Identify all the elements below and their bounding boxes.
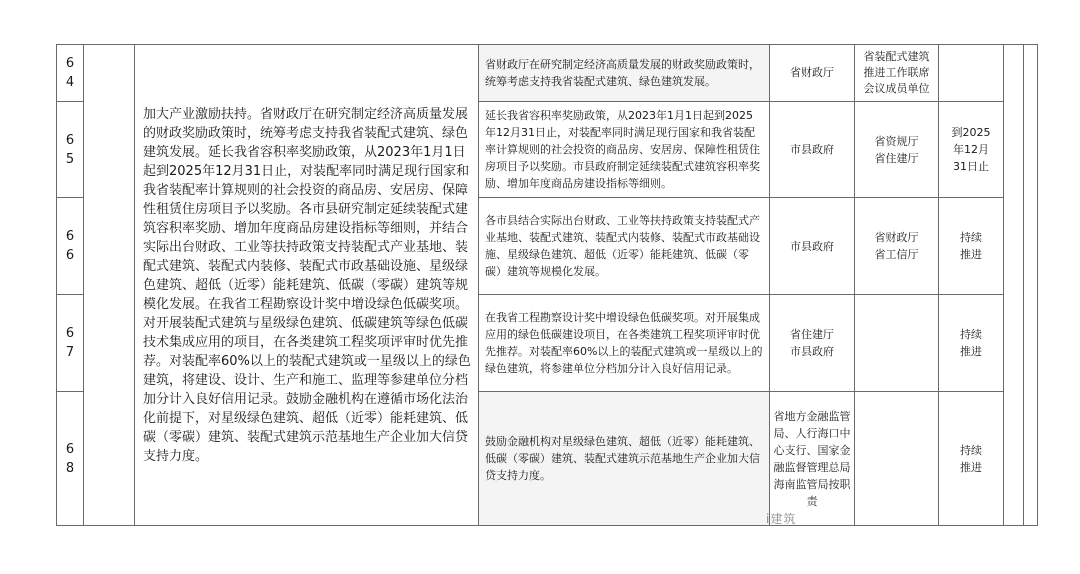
coop-unit: 省资规厅 省住建厅 — [855, 102, 939, 198]
deadline: 持续 推进 — [939, 198, 1004, 295]
row-number: 6 6 — [57, 198, 84, 295]
lead-unit: 省住建厅 市县政府 — [770, 295, 855, 392]
lead-unit: 市县政府 — [770, 198, 855, 295]
watermark: i建筑 — [766, 512, 797, 526]
coop-unit — [855, 295, 939, 392]
table-row — [57, 45, 1038, 102]
coop-unit — [855, 392, 939, 526]
policy-table — [56, 44, 1038, 526]
measure-cell: 鼓励金融机构对星级绿色建筑、超低（近零）能耗建筑、低碳（零碳）建筑、装配式建筑示范基地生产企业加大信贷支持力度。 — [479, 392, 770, 526]
blank-col-2 — [1024, 45, 1038, 526]
row-number: 6 8 — [57, 392, 84, 526]
category-cell — [84, 45, 135, 526]
lead-unit: 省财政厅 — [770, 45, 855, 102]
lead-unit: 市县政府 — [770, 102, 855, 198]
coop-unit: 省装配式建筑推进工作联席会议成员单位 — [855, 45, 939, 102]
measure-cell: 省财政厅在研究制定经济高质量发展的财政奖励政策时，统筹考虑支持我省装配式建筑、绿色建筑发展。 — [479, 45, 770, 102]
deadline: 持续 推进 — [939, 392, 1004, 526]
task-description: 加大产业激励扶持。省财政厅在研究制定经济高质量发展的财政奖励政策时，统筹考虑支持我省装配式建筑、绿色建筑发展。延长我省容积率奖励政策，从2023年1月1日起到2025年12月31日止，对装配率同时满足现行国家和我省装配率计算规则的社会投资的商品房、安居房、保障性租赁住房项目予以奖励。各市县研究制定延续装配式建筑容积率奖励、增加年度商品房建设指标等细则，并结合实际出台财政、工业等扶持政策支持装配式产业基地、装配式建筑、装配式内装修、装配式市政基础设施、星级绿色建筑、超低（近零）能耗建筑、低碳（零碳）建筑等规模化发展。在我省工程勘察设计奖中增设绿色低碳奖项。对开展装配式建筑与星级绿色建筑、低碳建筑等绿色低碳技术集成应用的项目，在各类建筑工程奖项评审时优先推荐。对装配率60%以上的装配式建筑或一星级以上的绿色建筑，将建设、设计、生产和施工、监理等参建单位分档加分计入良好信用记录。鼓励金融机构在遵循市场化法治化前提下，对星级绿色建筑、超低（近零）能耗建筑、低碳（零碳）建筑、装配式建筑示范基地生产企业加大信贷支持力度。 — [135, 45, 479, 526]
row-number: 6 7 — [57, 295, 84, 392]
row-number: 6 5 — [57, 102, 84, 198]
blank-col — [1004, 45, 1024, 526]
measure-cell: 延长我省容积率奖励政策，从2023年1月1日起到2025年12月31日止，对装配率同时满足现行国家和我省装配率计算规则的社会投资的商品房、安居房、保障性租赁住房项目予以奖励。市县政府制定延续装配式建筑容积率奖励、增加年度商品房建设指标等细则。 — [479, 102, 770, 198]
deadline — [939, 45, 1004, 102]
measure-cell: 各市县结合实际出台财政、工业等扶持政策支持装配式产业基地、装配式建筑、装配式内装修、装配式市政基础设施、星级绿色建筑、超低（近零）能耗建筑、低碳（零碳）建筑等规模化发展。 — [479, 198, 770, 295]
coop-unit: 省财政厅 省工信厅 — [855, 198, 939, 295]
deadline: 到2025 年12月 31日止 — [939, 102, 1004, 198]
measure-cell: 在我省工程勘察设计奖中增设绿色低碳奖项。对开展集成应用的绿色低碳建设项目，在各类建筑工程奖项评审时优先推荐。对装配率60%以上的装配式建筑或一星级以上的绿色建筑，将参建单位分档加分计入良好信用记录。 — [479, 295, 770, 392]
lead-unit: 省地方金融监管局、人行海口中心支行、国家金融监督管理总局海南监管局按职责 — [770, 392, 855, 526]
deadline: 持续 推进 — [939, 295, 1004, 392]
row-number: 6 4 — [57, 45, 84, 102]
